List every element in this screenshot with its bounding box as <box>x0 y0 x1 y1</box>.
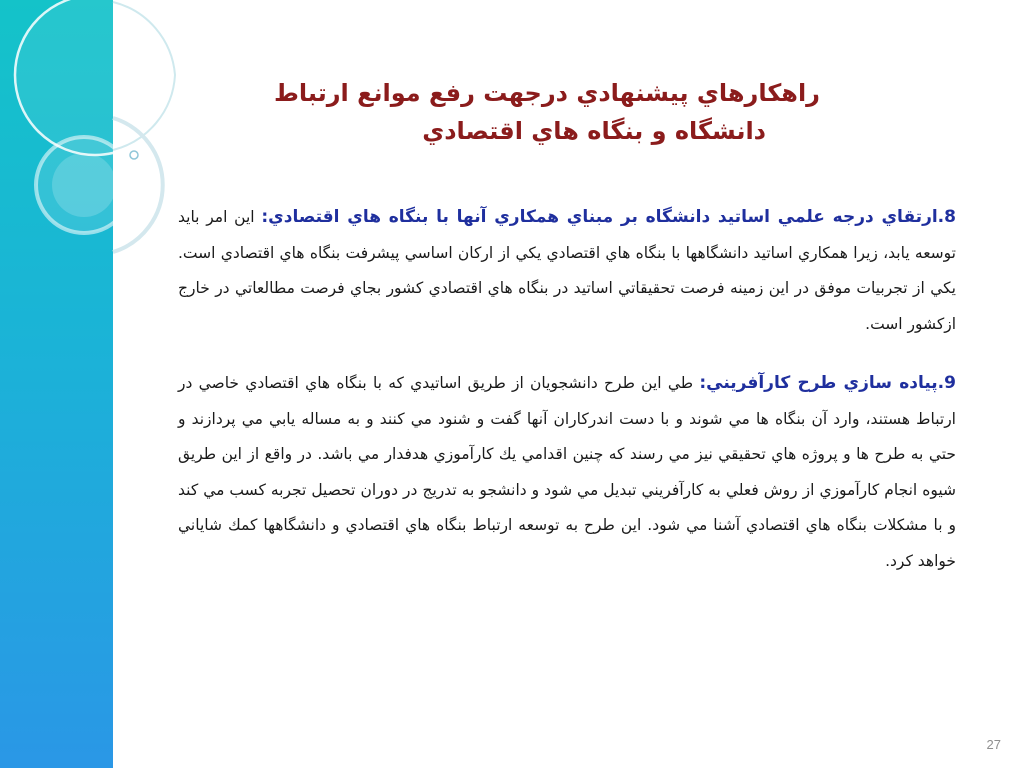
ring-dot <box>130 151 138 159</box>
paragraph-9 <box>178 366 956 579</box>
small-disc <box>52 153 113 217</box>
slide-title-line-1: راهکارهاي پيشنهادي درجهت رفع موانع ارتباط <box>273 79 820 107</box>
slide-number: 27 <box>986 737 1001 752</box>
ring-lower-arc <box>113 118 163 252</box>
paragraph-8 <box>178 200 956 342</box>
paragraph-9-text: طي اين طرح دانشجويان از طريق اساتيدي كه با بنگاه هاي اقتصادي خاصي در ارتباط هستند، وارد آن بنگاه ها مي شوند و با دست اندركاران آنها گفت و شنود مي كنند و به مساله يابي مي پردازند و حتي به طرح ها و پروژه هاي تحقيقي نيز مي رسند كه چنين اقدامي يك كارآموزي هدفدار مي باشد. در واقع از اين طريق شيوه انجام كارآموزي از روش فعلي به كارآفريني تبديل مي شود و دانشجو به تدريج در دوران تحصيل تجربه كسب مي كند و با مشكلات بنگاه هاي اقتصادي آشنا مي شود. اين طرح به توسعه ارتباط بنگاه هاي اقتصادي و دانشگاهها كمك شاياني خواهد كرد. <box>178 374 956 570</box>
slide-body <box>178 200 956 579</box>
decorative-side-band <box>0 0 113 768</box>
paragraph-8-heading: 8.ارتقاي درجه علمي اساتيد دانشگاه بر مبناي همكاري آنها با بنگاه هاي اقتصادي: <box>261 207 956 227</box>
paragraph-9-heading: 9.پياده سازي طرح كارآفريني: <box>699 373 956 393</box>
circles-decoration <box>0 0 113 768</box>
slide-title-line-2: دانشگاه و بنگاه هاي اقتصادي <box>422 117 766 145</box>
big-ring <box>15 0 113 155</box>
ring-outer-arc <box>113 2 175 150</box>
paragraph-8-text: اين امر بايد توسعه يابد، زيرا همكاري اساتيد دانشگاهها با بنگاه هاي اقتصادي يكي از اركان اساسي پيشرفت بنگاه هاي اقتصادي است. يكي از تجربيات موفق در اين زمينه فرصت تحقيقاتي اساتيد در بنگاه هاي اقتصادي كشور بجاي فرصت مطالعاتي در خارج ازكشور است. <box>178 208 956 333</box>
slide-title <box>200 74 820 150</box>
